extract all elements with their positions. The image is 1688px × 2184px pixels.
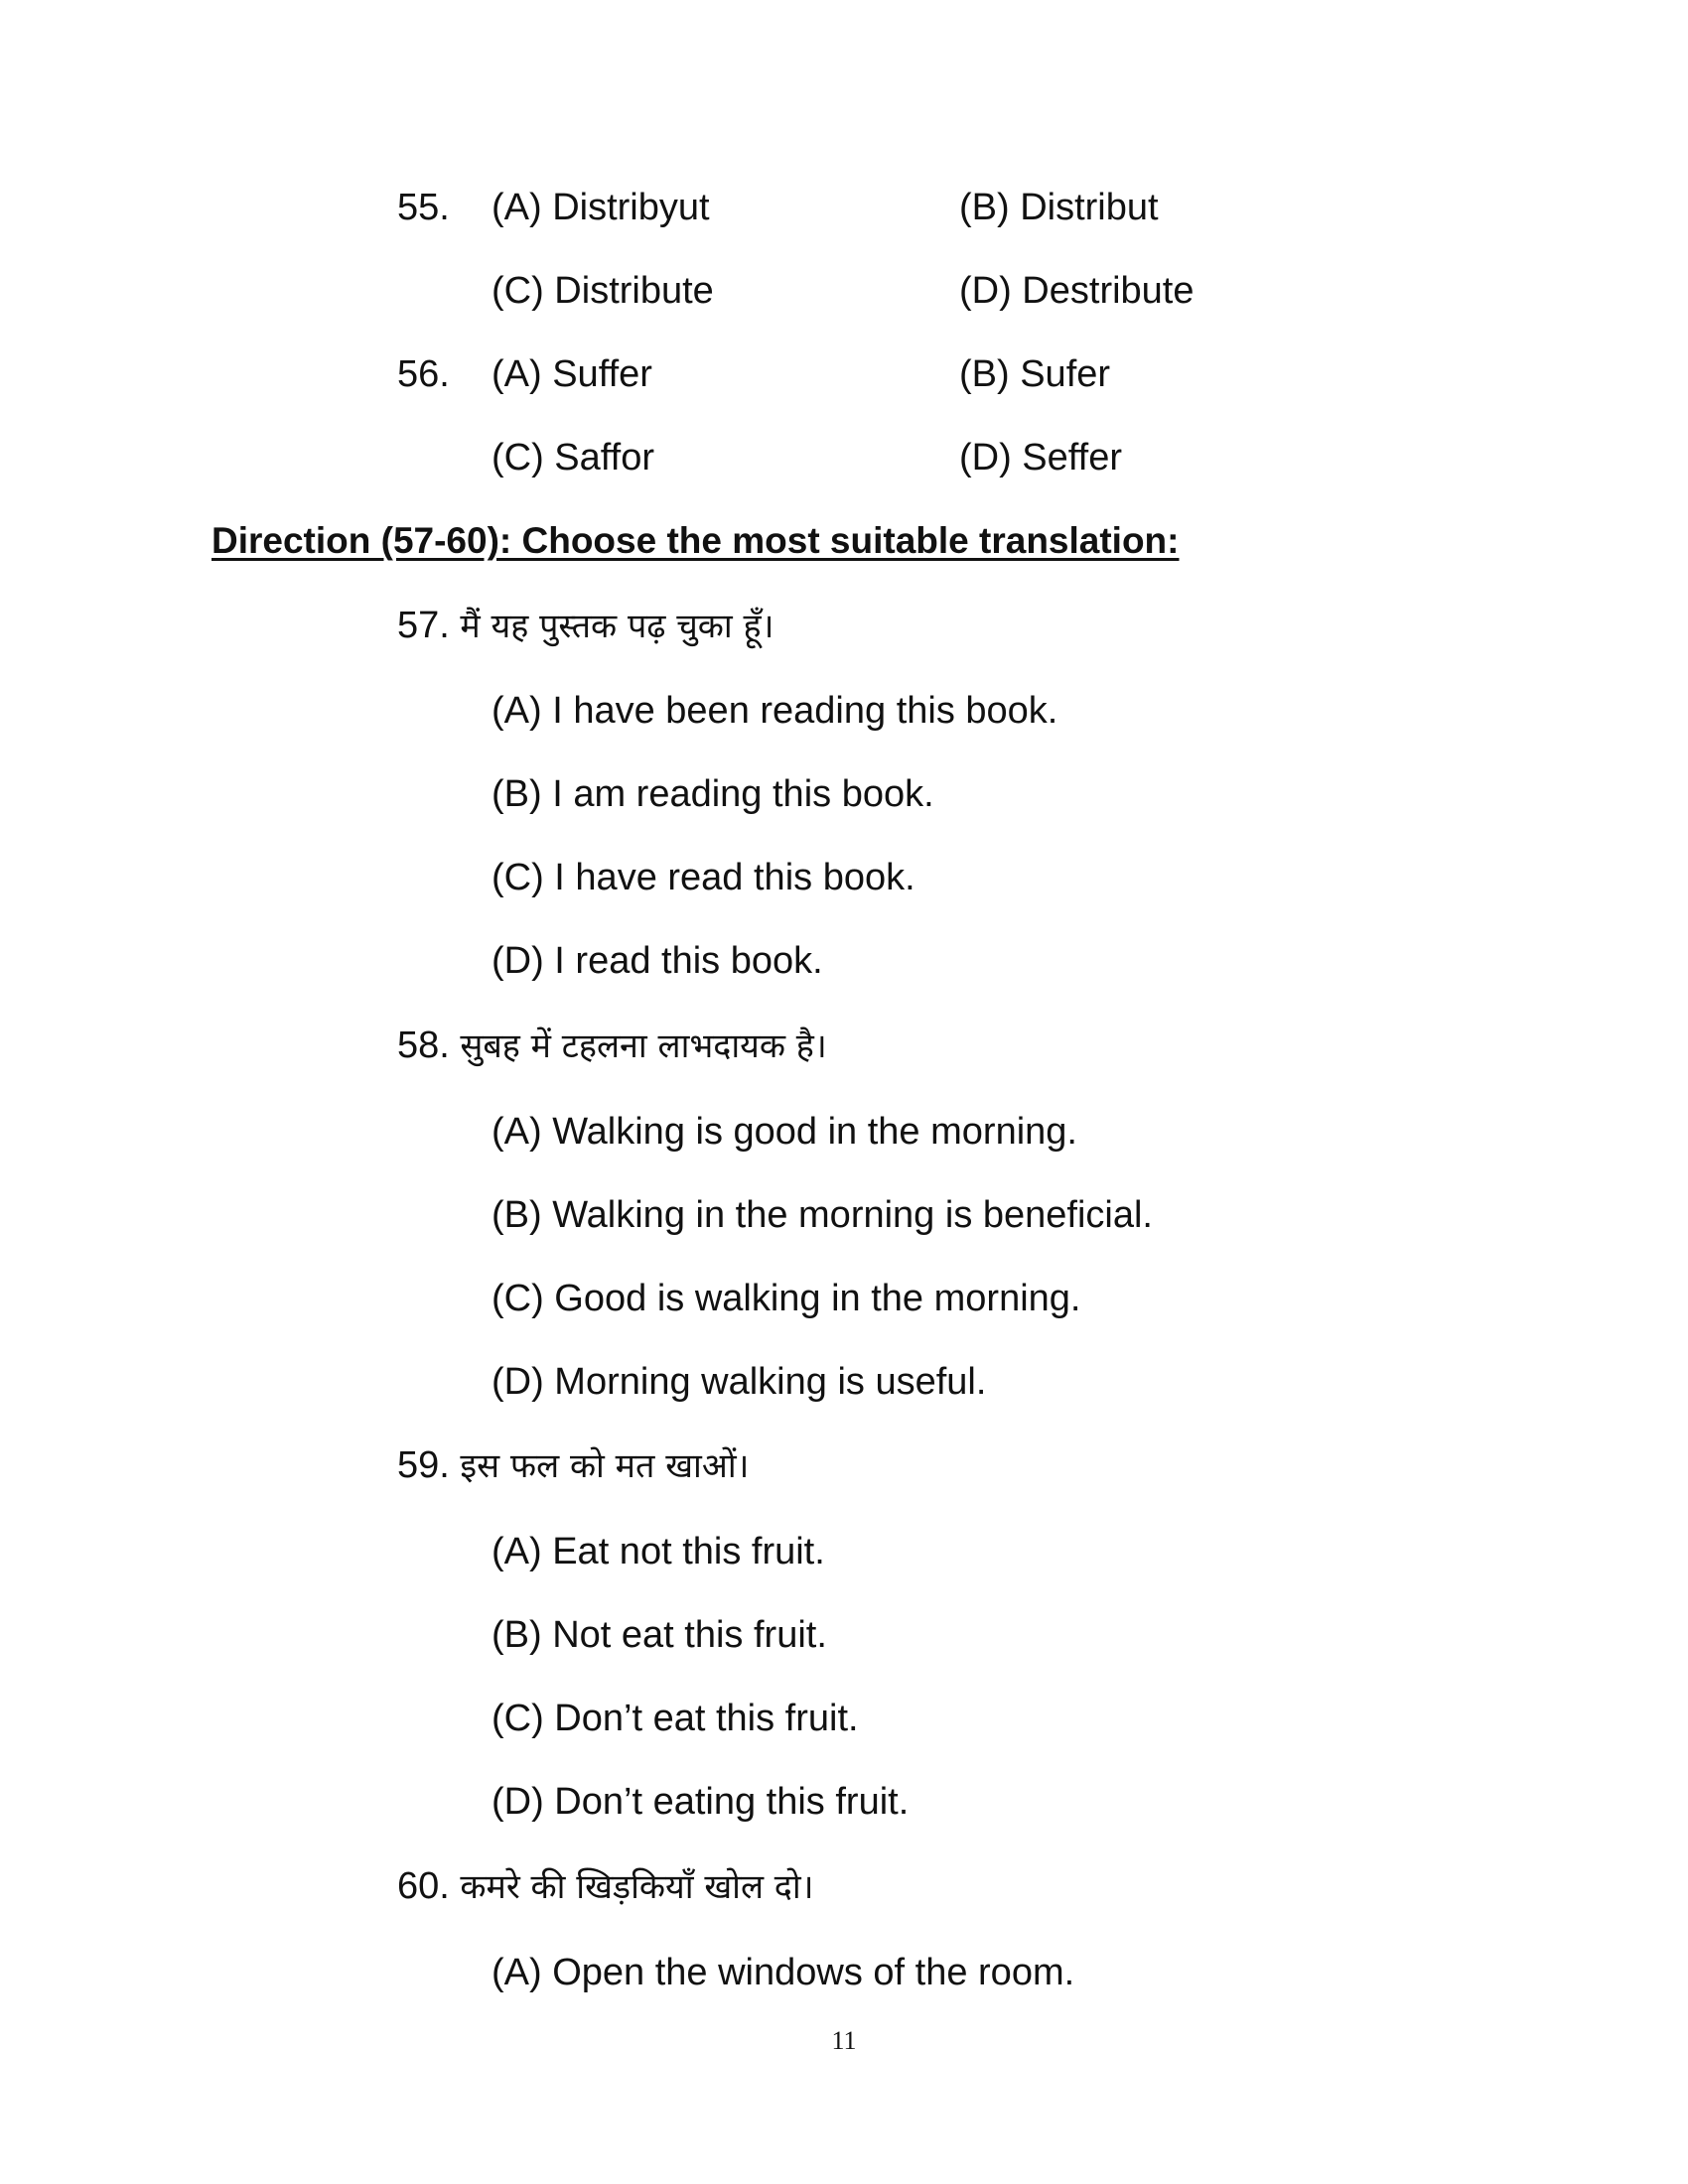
option-c: (C) Don’t eat this fruit. <box>492 1698 859 1739</box>
hindi-prompt: कमरे की खिड़कियाँ खोल दो। <box>460 1867 814 1907</box>
option-b: (B) Walking in the morning is beneficial. <box>492 1194 1153 1236</box>
option-c: (C) Good is walking in the morning. <box>492 1278 1081 1319</box>
question-number: 56. <box>397 353 450 395</box>
option-d: (D) Morning walking is useful. <box>492 1361 987 1403</box>
question-57 <box>397 603 774 649</box>
option-b: (B) Distribut <box>959 187 1159 228</box>
option-a: (A) Suffer <box>492 353 652 395</box>
option-c: (C) Distribute <box>492 270 714 312</box>
question-number: 58. <box>397 1024 450 1066</box>
question-number: 57. <box>397 605 450 646</box>
question-number: 59. <box>397 1444 450 1486</box>
direction-heading: Direction (57-60): Choose the most suitable translation: <box>211 520 1180 561</box>
question-58 <box>397 1023 827 1069</box>
hindi-prompt: सुबह में टहलना लाभदायक है। <box>460 1026 827 1066</box>
question-59 <box>397 1442 749 1489</box>
option-a: (A) Eat not this fruit. <box>492 1531 825 1572</box>
option-b: (B) Not eat this fruit. <box>492 1614 827 1656</box>
option-a: (A) Walking is good in the morning. <box>492 1111 1077 1153</box>
question-60 <box>397 1863 814 1910</box>
option-d: (D) Don’t eating this fruit. <box>492 1781 910 1823</box>
option-b: (B) Sufer <box>959 353 1111 395</box>
option-d: (D) I read this book. <box>492 940 823 982</box>
option-b: (B) I am reading this book. <box>492 773 934 815</box>
option-a: (A) Open the windows of the room. <box>492 1952 1075 1993</box>
question-number: 60. <box>397 1865 450 1907</box>
option-d: (D) Destribute <box>959 270 1195 312</box>
option-c: (C) Saffor <box>492 437 655 478</box>
hindi-prompt: इस फल को मत खाओं। <box>460 1446 750 1486</box>
option-a: (A) I have been reading this book. <box>492 690 1058 732</box>
hindi-prompt: मैं यह पुस्तक पढ़ चुका हूँ। <box>460 607 774 646</box>
option-d: (D) Seffer <box>959 437 1123 478</box>
option-c: (C) I have read this book. <box>492 857 915 898</box>
page-number: 11 <box>831 2026 857 2055</box>
option-a: (A) Distribyut <box>492 187 710 228</box>
question-number: 55. <box>397 187 450 228</box>
